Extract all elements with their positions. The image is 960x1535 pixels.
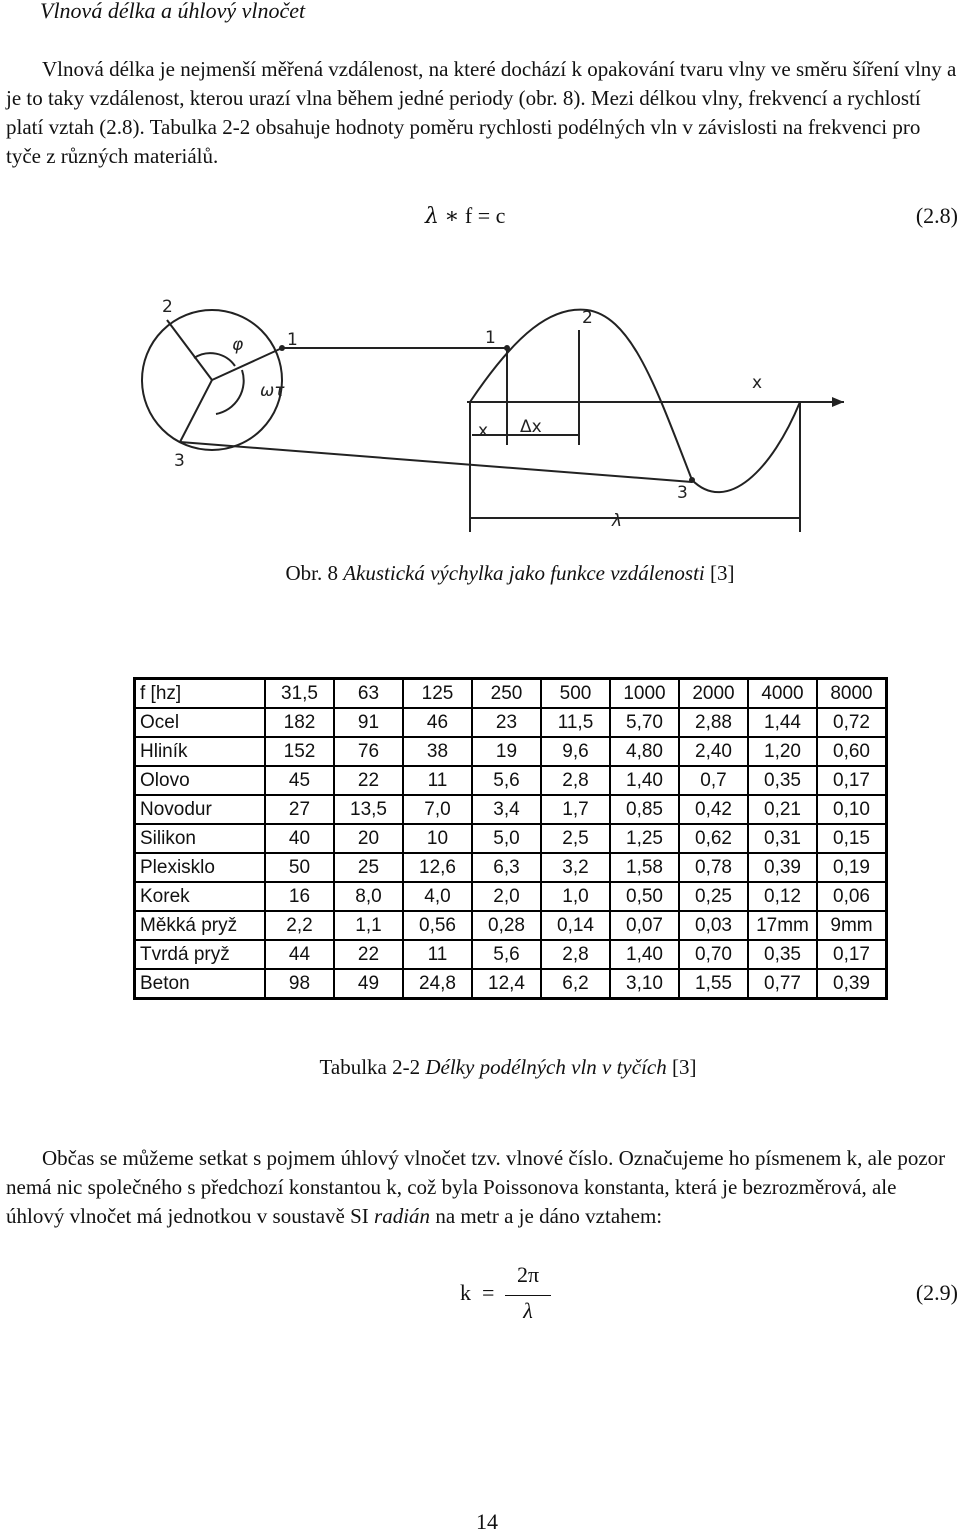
value-cell: 0,31 xyxy=(748,824,817,853)
value-cell: 0,62 xyxy=(679,824,748,853)
row-label-cell: Plexisklo xyxy=(135,853,266,882)
value-cell: 0,07 xyxy=(610,911,679,940)
value-cell: 17mm xyxy=(748,911,817,940)
value-cell: 3,4 xyxy=(472,795,541,824)
row-label-cell: Korek xyxy=(135,882,266,911)
value-cell: 2000 xyxy=(679,679,748,709)
value-cell: 25 xyxy=(334,853,403,882)
value-cell: 22 xyxy=(334,766,403,795)
value-cell: 9mm xyxy=(817,911,887,940)
value-cell: 1,44 xyxy=(748,708,817,737)
value-cell: 4,80 xyxy=(610,737,679,766)
label-lambda: λ xyxy=(612,511,623,531)
value-cell: 10 xyxy=(403,824,472,853)
value-cell: 1,40 xyxy=(610,940,679,969)
radius-1 xyxy=(212,348,282,380)
label-2b: 2 xyxy=(582,308,593,328)
value-cell: 182 xyxy=(265,708,334,737)
value-cell: 0,17 xyxy=(817,940,887,969)
value-cell: 152 xyxy=(265,737,334,766)
value-cell: 0,72 xyxy=(817,708,887,737)
equals-sign: = xyxy=(477,203,491,228)
value-cell: 0,7 xyxy=(679,766,748,795)
value-cell: 11 xyxy=(403,940,472,969)
value-cell: 500 xyxy=(541,679,610,709)
projection-line-3 xyxy=(180,442,692,482)
paragraph-wavenumber-text-b: na metr a je dáno vztahem: xyxy=(435,1204,663,1228)
value-cell: 5,0 xyxy=(472,824,541,853)
table-row xyxy=(135,737,887,766)
value-cell: 2,40 xyxy=(679,737,748,766)
equation-number-2-8: (2.8) xyxy=(915,203,958,228)
value-cell: 1,58 xyxy=(610,853,679,882)
value-cell: 11 xyxy=(403,766,472,795)
value-cell: 0,39 xyxy=(817,969,887,999)
value-cell: 0,42 xyxy=(679,795,748,824)
table-row xyxy=(135,795,887,824)
value-cell: 0,35 xyxy=(748,940,817,969)
fraction-bar xyxy=(505,1295,551,1296)
radius-3 xyxy=(180,380,212,442)
value-cell: 9,6 xyxy=(541,737,610,766)
paragraph-wavenumber xyxy=(6,1144,958,1231)
value-cell: 8000 xyxy=(817,679,887,709)
table-caption-ref: [3] xyxy=(671,1055,697,1079)
value-cell: 98 xyxy=(265,969,334,999)
row-label-cell: Měkká pryž xyxy=(135,911,266,940)
value-cell: 4,0 xyxy=(403,882,472,911)
label-omega-t: ωτ xyxy=(260,381,285,401)
value-cell: 5,6 xyxy=(472,940,541,969)
value-cell: 46 xyxy=(403,708,472,737)
value-cell: 0,25 xyxy=(679,882,748,911)
section-heading: Vlnová délka a úhlový vlnočet xyxy=(40,0,306,23)
value-cell: 0,10 xyxy=(817,795,887,824)
paragraph-wavelength-text: Vlnová délka je nejmenší měřená vzdálenost, na které dochází k opakování tvaru vlny ve směru šíření vlny a je to taky vzdálenost, kterou urazí vlna během jedné periody (obr. 8). Mezi délkou vlny, frekvencí a rychlostí platí vztah (2.8). Tabulka 2-2 obsahuje hodnoty poměru rychlosti podélných vln v závislosti na frekvenci pro tyče z různých materiálů. xyxy=(6,57,957,168)
value-cell: 0,56 xyxy=(403,911,472,940)
table-row xyxy=(135,940,887,969)
value-cell: 0,50 xyxy=(610,882,679,911)
value-cell: 2,0 xyxy=(472,882,541,911)
page-number: 14 xyxy=(476,1509,498,1534)
value-cell: 5,6 xyxy=(472,766,541,795)
value-cell: 0,17 xyxy=(817,766,887,795)
value-cell: 0,70 xyxy=(679,940,748,969)
value-cell: 1,40 xyxy=(610,766,679,795)
figure-caption-text: Akustická výchylka jako funkce vzdálenosti xyxy=(343,561,705,585)
point-1b xyxy=(504,345,510,351)
value-cell: 12,4 xyxy=(472,969,541,999)
label-3a: 3 xyxy=(174,451,185,471)
value-cell: 4000 xyxy=(748,679,817,709)
row-label-cell: f [hz] xyxy=(135,679,266,709)
value-cell: 44 xyxy=(265,940,334,969)
label-1a: 1 xyxy=(287,330,298,350)
value-cell: 20 xyxy=(334,824,403,853)
value-cell: 2,88 xyxy=(679,708,748,737)
value-cell: 16 xyxy=(265,882,334,911)
value-cell: 13,5 xyxy=(334,795,403,824)
value-cell: 49 xyxy=(334,969,403,999)
value-cell: 45 xyxy=(265,766,334,795)
paragraph-wavenumber-text-a: Občas se můžeme setkat s pojmem úhlový vlnočet tzv. vlnové číslo. Označujeme ho písmenem k, ale pozor nemá nic společného s předchozí konstantou k, což byla Poissonova konstanta, která je bezrozměrová, ale úhlový vlnočet má jednotkou v soustavě SI xyxy=(6,1146,946,1228)
table-caption xyxy=(28,1055,960,1080)
label-delta-x: Δx xyxy=(520,417,542,437)
value-cell: 8,0 xyxy=(334,882,403,911)
wavenumber-var: k xyxy=(460,1280,471,1305)
value-cell: 2,8 xyxy=(541,940,610,969)
table-header-row xyxy=(135,679,887,709)
value-cell: 1,25 xyxy=(610,824,679,853)
table-row xyxy=(135,853,887,882)
point-3b xyxy=(689,477,695,483)
value-cell: 0,28 xyxy=(472,911,541,940)
table-row xyxy=(135,708,887,737)
value-cell: 7,0 xyxy=(403,795,472,824)
label-x-mark: x xyxy=(478,421,489,441)
value-cell: 12,6 xyxy=(403,853,472,882)
row-label-cell: Silikon xyxy=(135,824,266,853)
row-label-cell: Novodur xyxy=(135,795,266,824)
row-label-cell: Beton xyxy=(135,969,266,999)
value-cell: 24,8 xyxy=(403,969,472,999)
value-cell: 0,06 xyxy=(817,882,887,911)
row-label-cell: Olovo xyxy=(135,766,266,795)
label-3b: 3 xyxy=(677,483,688,503)
value-cell: 6,3 xyxy=(472,853,541,882)
label-2a: 2 xyxy=(162,297,173,317)
formula-2-8 xyxy=(425,203,505,229)
value-cell: 2,8 xyxy=(541,766,610,795)
label-x-axis: x xyxy=(752,373,763,393)
value-cell: 0,03 xyxy=(679,911,748,940)
value-cell: 0,60 xyxy=(817,737,887,766)
figure-caption xyxy=(30,561,960,586)
value-cell: 0,12 xyxy=(748,882,817,911)
fraction-denominator: λ xyxy=(523,1298,533,1323)
table-row xyxy=(135,911,887,940)
table-row xyxy=(135,824,887,853)
value-cell: 2,5 xyxy=(541,824,610,853)
value-cell: 0,85 xyxy=(610,795,679,824)
value-cell: 0,35 xyxy=(748,766,817,795)
table-row xyxy=(135,882,887,911)
value-cell: 1,0 xyxy=(541,882,610,911)
value-cell: 2,2 xyxy=(265,911,334,940)
value-cell: 27 xyxy=(265,795,334,824)
value-cell: 0,77 xyxy=(748,969,817,999)
figure-caption-prefix: Obr. 8 xyxy=(285,561,338,585)
table-caption-text: Délky podélných vln v tyčích xyxy=(425,1055,667,1079)
table-row xyxy=(135,766,887,795)
table-row xyxy=(135,969,887,999)
sine-wave xyxy=(470,310,800,493)
equation-number-2-9: (2.9) xyxy=(915,1280,958,1305)
value-cell: 5,70 xyxy=(610,708,679,737)
frequency-var: f xyxy=(464,203,473,228)
value-cell: 63 xyxy=(334,679,403,709)
value-cell: 0,78 xyxy=(679,853,748,882)
value-cell: 50 xyxy=(265,853,334,882)
value-cell: 91 xyxy=(334,708,403,737)
equals-sign-2: = xyxy=(482,1280,495,1305)
x-axis-arrow xyxy=(832,397,844,407)
speed-var: c xyxy=(495,203,506,228)
value-cell: 1,55 xyxy=(679,969,748,999)
value-cell: 38 xyxy=(403,737,472,766)
value-cell: 3,2 xyxy=(541,853,610,882)
label-1b: 1 xyxy=(485,328,496,348)
label-phi: φ xyxy=(232,335,244,355)
value-cell: 19 xyxy=(472,737,541,766)
table-caption-prefix: Tabulka 2-2 xyxy=(319,1055,421,1079)
value-cell: 125 xyxy=(403,679,472,709)
value-cell: 76 xyxy=(334,737,403,766)
point-1a xyxy=(279,345,285,351)
value-cell: 0,15 xyxy=(817,824,887,853)
value-cell: 0,14 xyxy=(541,911,610,940)
value-cell: 0,39 xyxy=(748,853,817,882)
value-cell: 23 xyxy=(472,708,541,737)
value-cell: 0,19 xyxy=(817,853,887,882)
value-cell: 3,10 xyxy=(610,969,679,999)
value-cell: 1,7 xyxy=(541,795,610,824)
radius-2 xyxy=(167,320,212,380)
row-label-cell: Tvrdá pryž xyxy=(135,940,266,969)
lambda-symbol: λ xyxy=(425,204,439,229)
wave-figure xyxy=(132,270,862,555)
value-cell: 1,1 xyxy=(334,911,403,940)
value-cell: 40 xyxy=(265,824,334,853)
value-cell: 1,20 xyxy=(748,737,817,766)
value-cell: 1000 xyxy=(610,679,679,709)
wavelength-table xyxy=(133,677,888,1000)
paragraph-wavenumber-italic: radián xyxy=(374,1204,431,1228)
value-cell: 11,5 xyxy=(541,708,610,737)
value-cell: 31,5 xyxy=(265,679,334,709)
value-cell: 6,2 xyxy=(541,969,610,999)
fraction-numerator: 2π xyxy=(516,1262,540,1287)
row-label-cell: Ocel xyxy=(135,708,266,737)
value-cell: 0,21 xyxy=(748,795,817,824)
value-cell: 22 xyxy=(334,940,403,969)
value-cell: 250 xyxy=(472,679,541,709)
paragraph-wavelength xyxy=(6,55,958,171)
row-label-cell: Hliník xyxy=(135,737,266,766)
figure-caption-ref: [3] xyxy=(710,561,735,585)
times-operator: ∗ xyxy=(444,203,460,228)
